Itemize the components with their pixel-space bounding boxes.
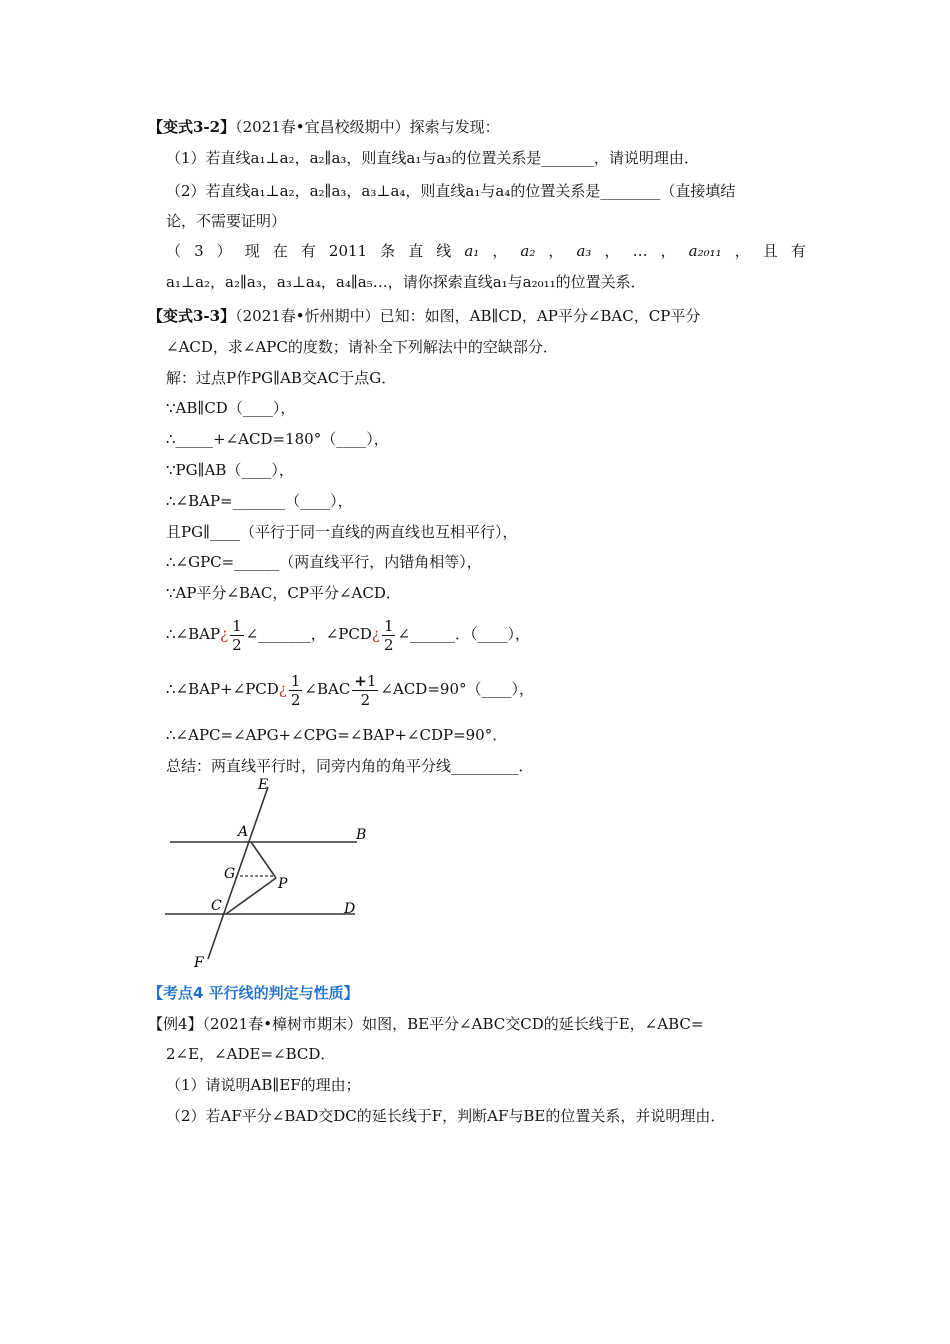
- solution-step-8: ∵AP平分∠BAC，CP平分∠ACD．: [166, 584, 401, 602]
- solution-step-11: ∴∠APC=∠APG+∠CPG=∠BAP+∠CDP=90°．: [166, 726, 508, 744]
- label-b: B: [356, 827, 367, 843]
- variant-stem-2: ∠ACD，求∠APC的度数；请补全下列解法中的空缺部分．: [166, 338, 558, 356]
- solution-step-9: ∴∠BAP¿ $\frac{1}{2}$ ∠_______，∠PCD¿ $\frac{1}{2}$ ∠______．（____），: [166, 616, 531, 654]
- label-a: A: [238, 824, 249, 840]
- solution-step-10: ∴∠BAP+∠PCD¿ $\frac{1}{2}$ ∠BAC $\frac{+1}{2}$ ∠ACD=90°（____），: [166, 671, 534, 709]
- example-stem-2: 2∠E，∠ADE=∠BCD．: [166, 1045, 336, 1063]
- question-3-line-1: （ 3 ） 现 在 有 2011 条 直 线 a₁ ， a₂ ， a₃ ， … ， a₂₀₁₁ ， 且 有: [166, 242, 806, 260]
- question-1: （1）若直线a₁⊥a₂，a₂∥a₃，则直线a₁与a₃的位置关系是_______，请说明理由．: [166, 149, 699, 167]
- segment-cp: [226, 878, 276, 914]
- variant-source: （2021春•宜昌校级期中）探索与发现：: [235, 118, 500, 136]
- solution-step-7: ∴∠GPC=______（两直线平行，内错角相等），: [166, 553, 482, 571]
- example-question-1: （1）请说明AB∥EF的理由；: [166, 1076, 361, 1094]
- example-question-2: （2）若AF平分∠BAD交DC的延长线于F，判断AF与BE的位置关系，并说明理由．: [166, 1107, 726, 1125]
- solution-step-5: ∴∠BAP=_______（____），: [166, 492, 353, 510]
- solution-step-2: ∵AB∥CD（____），: [166, 399, 296, 417]
- half-fraction: $\frac{+1}{2}$: [354, 671, 377, 709]
- question-2-line-2: 论，不需要证明）: [166, 212, 287, 230]
- question-3-line-2: a₁⊥a₂，a₂∥a₃，a₃⊥a₄，a₄∥a₅…，请你探索直线a₁与a₂₀₁₁的位置关系．: [166, 273, 646, 291]
- segment-ap: [251, 842, 276, 878]
- half-fraction: $\frac{1}{2}$: [383, 616, 394, 654]
- label-d: D: [344, 901, 356, 917]
- half-fraction: $\frac{1}{2}$: [232, 616, 242, 654]
- variant-tag: 【变式3-2】: [148, 118, 236, 136]
- solution-step-4: ∵PG∥AB（____），: [166, 461, 294, 479]
- solution-step-6: 且PG∥____（平行于同一直线的两直线也互相平行），: [166, 523, 518, 541]
- section-heading: 【考点4 平行线的判定与性质】: [148, 984, 359, 1002]
- example-stem: 【例4】（2021春•樟树市期末）如图，BE平分∠ABC交CD的延长线于E，∠ABC=: [148, 1015, 704, 1033]
- line-ef: [208, 787, 268, 959]
- label-p: P: [278, 876, 288, 892]
- summary-line: 总结：两直线平行时，同旁内角的角平分线_________．: [166, 757, 534, 775]
- solution-step-3: ∴_____+∠ACD=180°（____），: [166, 430, 389, 448]
- half-fraction: $\frac{1}{2}$: [290, 671, 301, 709]
- variant-stem: （2021春•忻州期中）已知：如图，AB∥CD，AP平分∠BAC，CP平分: [235, 307, 701, 325]
- label-g: G: [224, 866, 236, 882]
- solution-step-1: 解：过点P作PG∥AB交AC于点G．: [166, 369, 397, 387]
- question-2-line-1: （2）若直线a₁⊥a₂，a₂∥a₃，a₃⊥a₄，则直线a₁与a₄的位置关系是________（直接填结: [166, 182, 736, 200]
- label-c: C: [211, 898, 222, 914]
- label-e: E: [258, 777, 269, 793]
- geometry-figure: [160, 775, 380, 975]
- variant-tag: 【变式3-3】: [148, 307, 236, 325]
- label-f: F: [194, 955, 204, 971]
